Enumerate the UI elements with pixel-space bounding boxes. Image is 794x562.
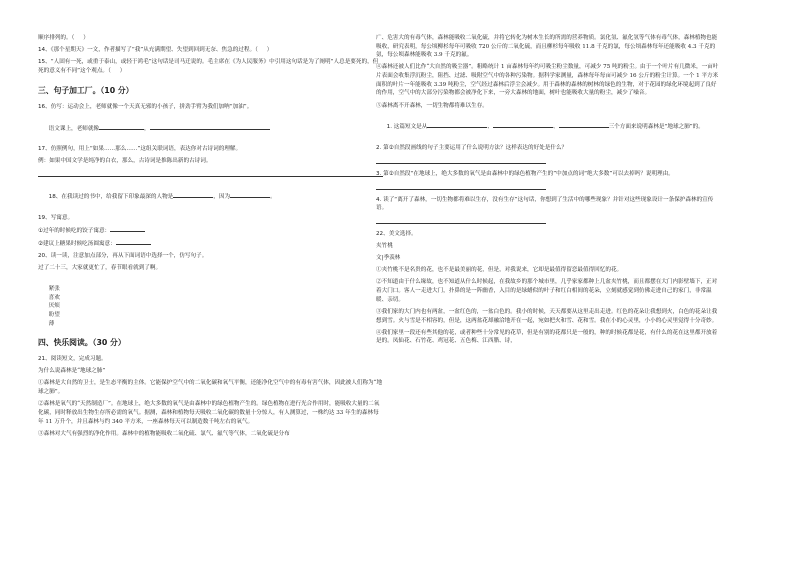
q21: 21、阅读短文，完成习题。 [38, 356, 107, 363]
q19-1-label: ①过年的时候吃的饺子寓意： [38, 227, 111, 234]
q16-answer-prefix: 语文课上，老师就像 [48, 125, 100, 132]
q19-2-blank[interactable] [116, 239, 151, 245]
passage-paragraph-3: ③森林对大气有强烈的净化作用。森林中的植物能吸收二氧化硫、氯气、氟气等气体，二氧化硫是分布 [38, 430, 290, 437]
q19: 19、写寓意。 [38, 214, 74, 221]
reading-q1-sep-2: 、 [552, 124, 559, 131]
q18-prefix: 18、在我读过的书中，给我留下印象最深的人物是 [48, 193, 174, 200]
q15: 15、“人固有一死，或重于泰山，或轻于鸿毛”这句话是司马迁说的。毛主席在《为人民服务》中引用这句话是为了阐明“人总是要死的，但死的意义有不同”这个观点。（ ） [38, 59, 379, 74]
q20-word: 盼望 [48, 312, 60, 319]
q17: 17、仿照例句，用上“如果……那么……”这组关联词语，表达你对古诗词的理解。 [38, 146, 242, 153]
q14: 14、《那个星期天》一文，作者描写了“我”从充满期望、失望到回到无奈、焦急的过程。（ ） [38, 47, 273, 54]
q16: 16、仿写：运动会上，老师就像一个天真无邪的小孩子，拼劲手臂为我们加呐“加油”。 [38, 103, 253, 110]
q17-answer-line[interactable] [38, 170, 383, 177]
essay-paragraph-4: ④我们家里一段还有些其他的花，或者种些十分常见的花草，但是有别的花都只是一般的，种的时候花都是花，有什么的花在这里都开放着是的。凤仙花、石竹花、鸡冠花、五色梅、江西腊、诗， [376, 329, 718, 345]
q20-word: 喜欢 [48, 294, 60, 301]
passage-continued: 广、危害大的有毒气体，森林能吸收二氧化硫，并将它转化为树木生长的所需的营养物质。氯化氢、氟化氢等气体有毒气体，森林植物也能吸收，研究表明，每公顷柳杉每年可吸收 720 公斤的二氧化硫，而且柳杉每年吸收 11.8 千克的氯，每公顷森林每年还能吸收 4.3 千克的氨，每公顷森林能吸收 3.9 千克的氟。 [376, 35, 718, 59]
q16-blank-1[interactable] [99, 124, 144, 130]
reading-q4: 4. 读了“离开了森林，一切生物都将难以生存，没有生存”这句话，你想到了生活中的哪些现象？并针对这些现象设计一条保护森林的宣传语。 [376, 196, 714, 212]
passage-paragraph-4: ④森林还被人们比作“大自然的吸尘器”。粗略统计 1 亩森林每年约可吸尘粉尘数量，可减少 75 吨的粉尘。由于一个叶片有几微米，一亩叶片表面会收集浮沉粉尘，阻挡、过滤、吸附空气中的各种污染物。据科学家测量，森林每年每亩可减少 16 公斤的粉尘计算。一个 1 平方米面积的叶片一年能吸收 3.39 吨粉尘，空气经过森林后浮尘会减少。用于森林的森林的树林的绿色的生物，对于花园的绿化环境起到了良好的作用，空气中的大部分污染物都会被净化下来，一旁大森林的地面，树叶也能吸收大量的粉尘，减少了噪音。 [376, 64, 719, 97]
q19-2-label: ②建议上糖果时候吃汤圆寓意： [38, 240, 116, 247]
essay-author: 文|季羡林 [376, 255, 401, 262]
reading-q2-answer-line[interactable] [376, 157, 546, 164]
q18-end: 。 [270, 193, 276, 200]
q16-answer-mid: ， [144, 125, 150, 132]
essay-paragraph-1: ①夹竹桃不是名贵的花，也不是最美丽的花，但是，对我说来，它却是最值得留恋最值得回忆的花。 [376, 267, 623, 274]
q20-word: 厌烦 [48, 303, 60, 310]
q18-blank-2[interactable] [230, 192, 270, 198]
reading-q3-answer-line[interactable] [376, 183, 546, 190]
reading-q1 [376, 114, 721, 141]
reading-q1-end: 三个方面来说明森林是“地球之肺”的。 [608, 124, 704, 131]
q13-tail: 顺序排列的。（ ） [38, 35, 89, 41]
left-column [38, 34, 383, 334]
reading-q3: 3. 第②自然段“在地球上，绝大多数的氧气是由森林中的绿色植物产生的”中加点的词“绝大多数”可以去掉吗？说明理由。 [376, 170, 674, 177]
q19-1-blank[interactable] [110, 226, 145, 232]
reading-q1-sep-1: 、 [487, 124, 493, 131]
q16-answer [38, 115, 383, 142]
essay-paragraph-3: ③我们家的大门内也有两盆，一盆红色的，一盆白色的。我小的时候，天天都要从这里走出走进。红色的花朵让我想到火，白色的花朵让我想到雪。火与雪是不相容的，但是，这两盆花却融洽地开在一起，宛如把火和雪、花和雪。我在小的心灵里，小小的心灵里觉得十分奇妙。 [376, 308, 718, 324]
q20-word-list [38, 276, 383, 334]
reading-q1-prefix: 1. 这篇短文是从 [386, 124, 428, 131]
passage-paragraph-1: ①森林是大自然的卫士，是生态平衡的主体。它能保护空气中的二氧化碳和氧气平衡，还能净化空气中的有毒有害气体，因此被人们称为“地球之肺”。 [38, 380, 383, 396]
reading-q1-blank-1[interactable] [427, 122, 487, 128]
q17-example: 例：如果中国文学是纯净的白衣，那么，古诗词是推陈出新的古诗词。 [38, 158, 212, 165]
q18 [38, 183, 383, 210]
q18-blank-1[interactable] [173, 192, 213, 198]
section-3-title: 三、句子加工厂。（10 分） [38, 85, 134, 95]
reading-q1-blank-2[interactable] [493, 122, 553, 128]
essay-paragraph-2: ②不知道由于什么缘故，也不知道从什么时候起，在我故乡的那个城市里，几乎家家都种上几盆夹竹桃，而且都摆在大门内影壁墙下，正对着大门口。客人一走进大门，扑鼻的是一阵幽香，入目的是绿蜡似的叶子和红白相间的花朵，立刻就感觉到仿佛走进自己的家门，非常温暖、亲切。 [376, 279, 718, 303]
q20-word: 薄 [48, 320, 55, 327]
section-4-title: 四、快乐阅读。（30 分） [38, 338, 126, 347]
q19-1 [38, 226, 383, 236]
q20-sentence: 过了二十三，大家就更忙了，春节眼看就到了啊。 [38, 265, 162, 272]
q16-blank-2[interactable] [150, 124, 270, 130]
passage-paragraph-5: ⑤森林离不开森林，一切生物都将难以生存。 [376, 102, 488, 109]
q19-2 [38, 239, 383, 249]
reading-q1-blank-3[interactable] [559, 122, 609, 128]
q20-word: 紧张 [48, 286, 60, 293]
reading-q2: 2. 第②自然段画线的句子主要运用了什么说明方法？这样表达的好处是什么？ [376, 145, 568, 152]
right-column [376, 34, 721, 554]
q22: 22、美文选择。 [376, 230, 417, 237]
essay-title: 夹竹桃 [376, 243, 393, 249]
passage-title: 为什么说森林是“地球之肺” [38, 368, 106, 375]
q20: 20、读一读，注意加点部分，再从下面词语中选择一个，仿写句子。 [38, 253, 208, 260]
left-column-reading [38, 335, 383, 550]
passage-paragraph-2: ②森林是氧气的“天然制造厂”。在地球上，绝大多数的氧气是由森林中的绿色植物产生的。绿色植物在进行光合作用时，能吸收大量的二氧化碳，同时释放出生物生存所必需的氧气。据测，森林和植物每天吸收二氧化碳的数量十分惊人，有人测算过，一株约达 33 年生的森林每年 11 万升个，并且森林与约 340 平方米，一座森林每天可以制造数千吨左右的氧气。 [38, 401, 380, 425]
q18-mid: ，因为 [213, 193, 231, 200]
reading-q4-answer-line[interactable] [376, 217, 546, 224]
